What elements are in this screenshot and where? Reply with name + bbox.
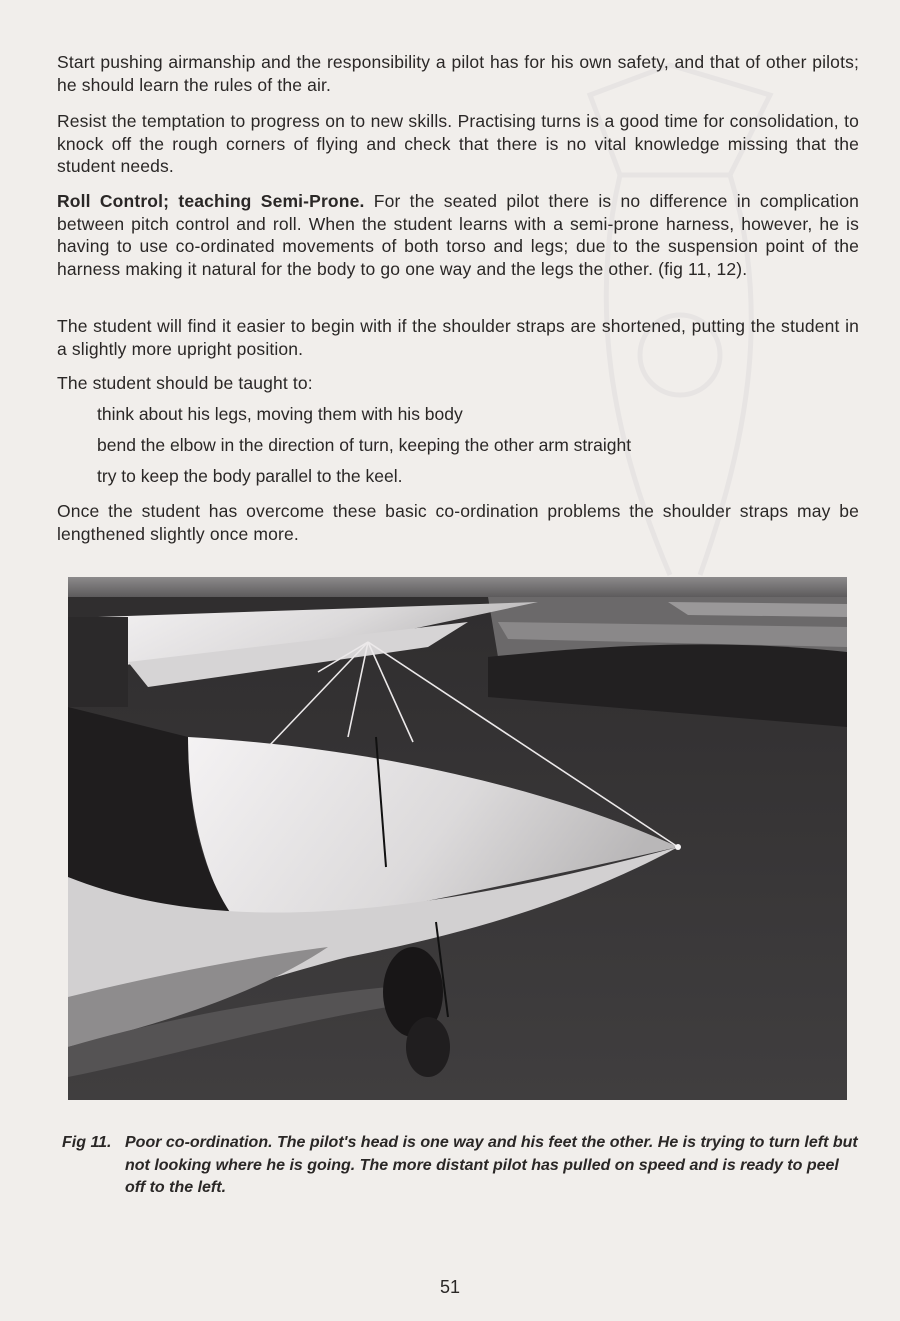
- paragraph-lengthen-straps: Once the student has overcome these basic co-ordination problems the shoulder straps may be lengthened slightly once more.: [57, 501, 859, 544]
- page-number: 51: [439, 1277, 461, 1297]
- list-item: bend the elbow in the direction of turn, keeping the other arm straight: [97, 435, 632, 455]
- paragraph-airmanship: Start pushing airmanship and the responsibility a pilot has for his own safety, and that of other pilots; he should learn the rules of the air.: [57, 52, 859, 95]
- hang-glider-photo: [68, 577, 847, 1100]
- paragraph-consolidation: Resist the temptation to progress on to new skills. Practising turns is a good time for consolidation, to knock off the rough corners of flying and check that there is no vital knowledge missing that the student needs.: [57, 111, 859, 176]
- list-item: try to keep the body parallel to the keel.: [97, 466, 403, 486]
- photo-rendering: [68, 577, 847, 1100]
- paragraph-body: For the seated pilot there is no difference in complication between pitch control and roll. When the student learns with a semi-prone harness, however, he is having to use co-ordinated movements of both torso and legs; due to the suspension point of the harness making it natural for the body to go one way and the legs the other. (fig 11, 12).: [57, 191, 859, 279]
- paragraph-heading: Roll Control; teaching Semi-Prone.: [57, 191, 365, 211]
- paragraph-shoulder-straps: The student will find it easier to begin with if the shoulder straps are shortened, putting the student in a slightly more upright position.: [57, 316, 859, 359]
- figure-caption: [62, 1132, 860, 1200]
- list-item: think about his legs, moving them with his body: [97, 404, 463, 424]
- paragraph-taught-intro: The student should be taught to:: [57, 373, 313, 393]
- figure-caption-text: Poor co-ordination. The pilot's head is one way and his feet the other. He is trying to turn left but not looking where he is going. The more distant pilot has pulled on speed and is ready to peel off to the left.: [125, 1134, 858, 1196]
- paragraph-roll-control: [57, 190, 859, 280]
- figure-label: Fig 11.: [62, 1134, 112, 1151]
